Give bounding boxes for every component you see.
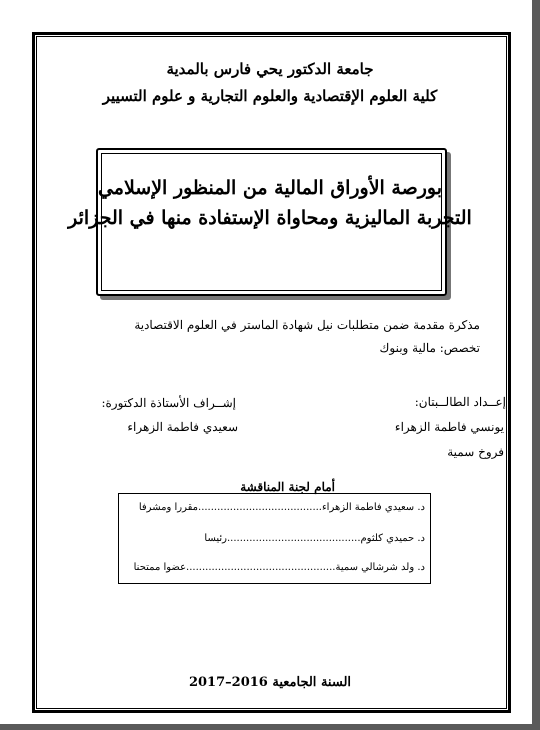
viewer-edge-bottom <box>0 724 540 730</box>
specialty: تخصص: مالية وبنوك <box>379 341 480 355</box>
student-name: فروخ سمية <box>447 445 504 459</box>
jury-heading: أمام لجنة المناقشة <box>240 480 335 494</box>
thesis-title-line-2: التجربة الماليزية ومحاواة الإستفادة منها في الجزائر <box>68 207 472 229</box>
academic-year: السنة الجامعية 2016–2017 <box>188 675 352 690</box>
viewer-edge-right <box>532 0 540 730</box>
supervisor-name: سعيدي فاطمة الزهراء <box>127 420 238 434</box>
faculty-name: كلية العلوم الإقتصادية والعلوم التجارية و علوم التسيير <box>102 87 438 105</box>
student-name: يونسي فاطمة الزهراء <box>394 420 504 434</box>
jury-member: د. حميدي كلثوم..........................................رئيسا <box>204 533 425 544</box>
memo-description: مذكرة مقدمة ضمن متطلبات نيل شهادة الماستر في العلوم الاقتصادية <box>134 318 480 332</box>
university-name: جامعة الدكتور يحي فارس بالمدية <box>166 60 374 78</box>
jury-member: د. ولد شرشالي سمية...............................................عضوا ممتحنا <box>133 562 425 573</box>
supervisor-label: إشــراف الأستاذة الدكتورة: <box>101 396 236 410</box>
students-label: إعــداد الطالــبتان: <box>414 395 506 409</box>
page-border-inner <box>36 36 507 709</box>
thesis-title-line-1: بورصة الأوراق المالية من المنظور الإسلامي <box>97 177 443 199</box>
jury-member: د. سعيدي فاطمة الزهراء.......................................مقررا ومشرفا <box>138 502 425 513</box>
